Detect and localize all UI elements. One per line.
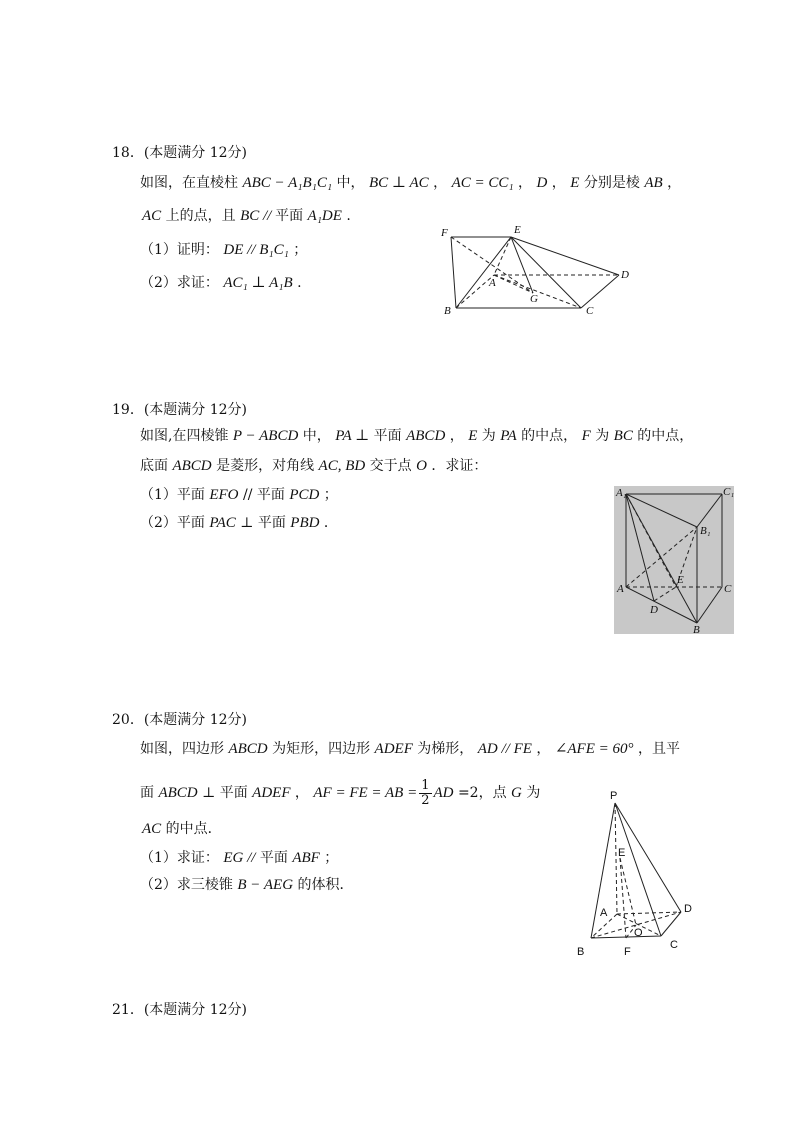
q19-part1: （1）平面 EFO // 平面 PCD ； <box>140 487 338 503</box>
q18-line1: 如图，在直棱柱 ABC − A₁B₁C₁ 中， BC ⊥ AC ， AC = CC₁ ， D ， E 分别是棱 AB ， <box>140 175 682 191</box>
q20-label-E: E <box>618 847 626 859</box>
q18-header: 18．(本题满分 12分) <box>112 145 248 161</box>
q20-line1: 如图，四边形 ABCD 为矩形，四边形 ADEF 为梯形， AD // FE ， ∠AFE = 60° ，且平 <box>140 741 680 757</box>
q20-label-C: C <box>670 939 678 951</box>
q20-figure <box>570 786 705 961</box>
q18-label-E: E <box>514 224 521 236</box>
q20-label-F: F <box>624 946 631 958</box>
q20-label-O: O <box>634 927 643 939</box>
q20-line3: AC 的中点． <box>142 821 222 837</box>
q18-line2: AC 上的点，且 BC // 平面 A₁DE . <box>142 208 351 224</box>
q19-label-B1: B₁ <box>700 525 711 537</box>
q19-part2: （2）平面 PAC ⊥ 平面 PBD ． <box>140 515 338 531</box>
q20-label-D: D <box>684 903 692 915</box>
q19-label-C: C <box>724 583 732 595</box>
q19-header: 19．(本题满分 12分) <box>112 402 248 418</box>
q19-label-E: E <box>677 574 684 586</box>
q19-label-D: D <box>650 604 658 616</box>
q19-label-A: A <box>617 583 624 595</box>
q21-header: 21．(本题满分 12分) <box>112 1002 248 1018</box>
q20-label-A: A <box>600 907 608 919</box>
q20-part1: （1）求证： EG // 平面 ABF ； <box>140 850 339 866</box>
q19-label-C1: C₁ <box>723 486 735 498</box>
q18-label-D: D <box>621 269 629 281</box>
q18-label-G: G <box>530 293 538 305</box>
q18-label-F: F <box>441 227 448 239</box>
q20-part2: （2）求三棱锥 B − AEG 的体积． <box>140 877 354 893</box>
q19-line2: 底面 ABCD 是菱形，对角线 AC, BD 交于点 O ．求证： <box>140 458 488 474</box>
q18-label-B: B <box>444 305 451 317</box>
q18-label-C: C <box>586 305 594 317</box>
q18-part2: （2）求证： AC₁ ⊥ A₁B . <box>140 275 302 291</box>
q18-figure <box>436 220 636 320</box>
q20-line2: 面 ABCD ⊥ 平面 ADEF ， AF = FE = AB = $\frac{1}{2}$ AD =2，点 G 为 <box>140 777 541 808</box>
q20-label-P: P <box>610 790 618 802</box>
q20-header: 20．(本题满分 12分) <box>112 712 248 728</box>
q19-line1: 如图,在四棱锥 P − ABCD 中， PA ⊥ 平面 ABCD ， E 为 PA 的中点， F 为 BC 的中点， <box>140 428 694 444</box>
q20-fraction: $\frac{1}{2}$ <box>421 777 430 808</box>
q18-part1: （1）证明： DE // B₁C₁ ； <box>140 242 308 258</box>
q19-label-B: B <box>693 624 700 636</box>
q19-label-A1: A₁ <box>616 487 627 499</box>
q18-label-A: A <box>489 277 496 289</box>
q20-label-B: B <box>577 946 585 958</box>
q19-figure <box>614 486 734 634</box>
